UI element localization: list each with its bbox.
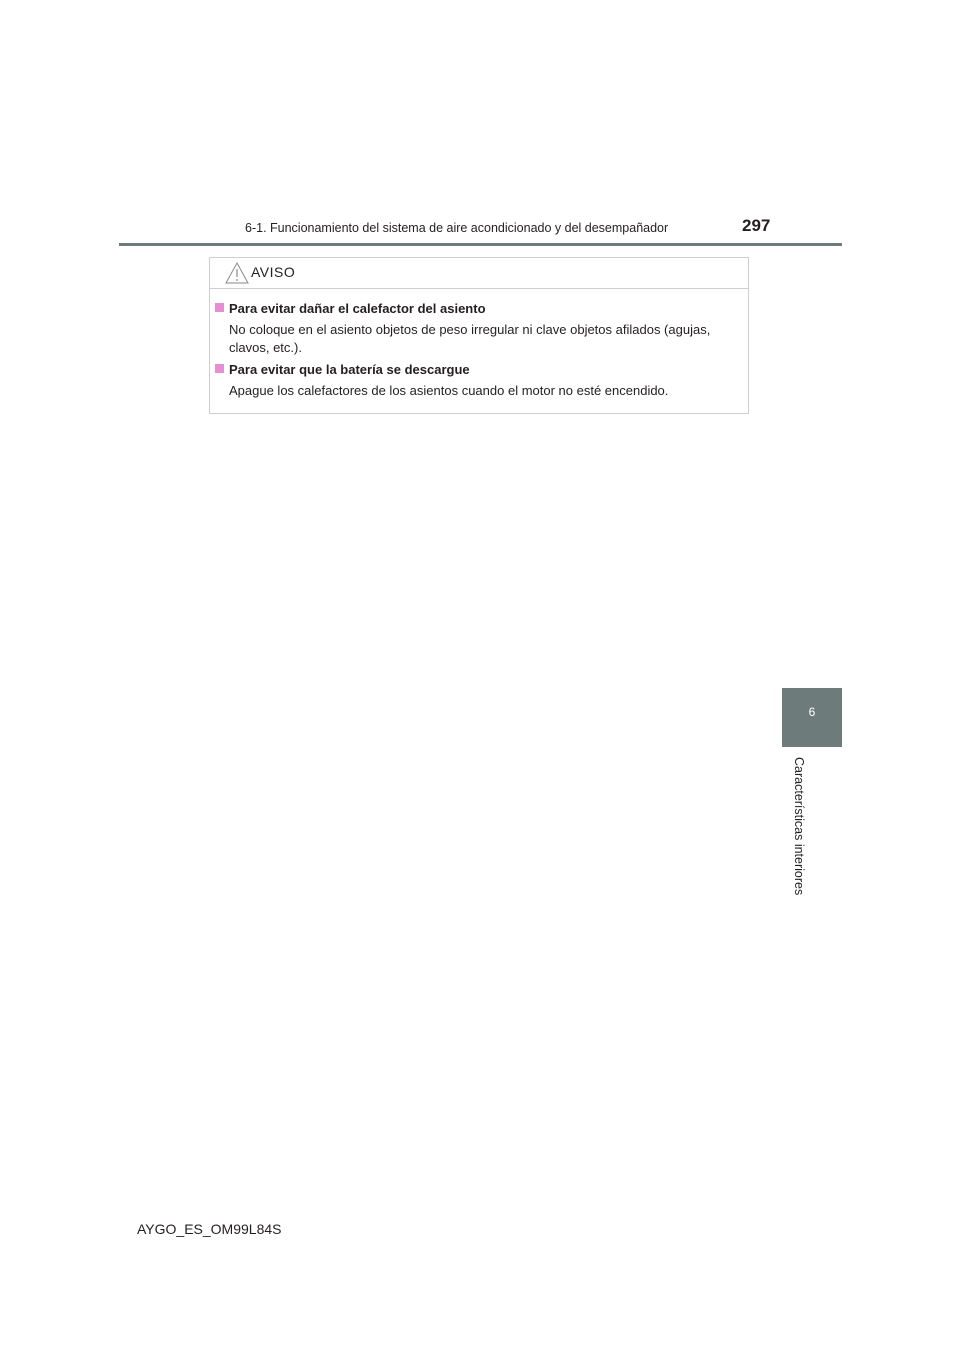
- page-number: 297: [742, 216, 771, 235]
- document-code: AYGO_ES_OM99L84S: [137, 1221, 282, 1237]
- notice-item-body: Apague los calefactores de los asientos cuando el motor no esté encendido.: [229, 383, 669, 398]
- notice-item-heading: Para evitar que la batería se descargue: [229, 362, 470, 377]
- chapter-tab: [782, 688, 842, 747]
- notice-header: [210, 258, 748, 289]
- notice-item-body: No coloque en el asiento objetos de peso irregular ni clave objetos afilados (agujas, clavos, etc.).: [229, 322, 711, 355]
- warning-triangle-icon: [224, 261, 250, 285]
- chapter-number: 6: [808, 705, 816, 719]
- square-bullet-icon: [215, 303, 224, 312]
- square-bullet-icon: [215, 364, 224, 373]
- header-divider: [119, 243, 842, 246]
- notice-title: AVISO: [251, 264, 296, 280]
- notice-item-heading: Para evitar dañar el calefactor del asiento: [229, 301, 486, 316]
- chapter-side-label: Características interiores: [792, 757, 806, 896]
- warning-notice-box: [209, 257, 749, 414]
- section-title: 6-1. Funcionamiento del sistema de aire acondicionado y del desempañador: [245, 221, 669, 235]
